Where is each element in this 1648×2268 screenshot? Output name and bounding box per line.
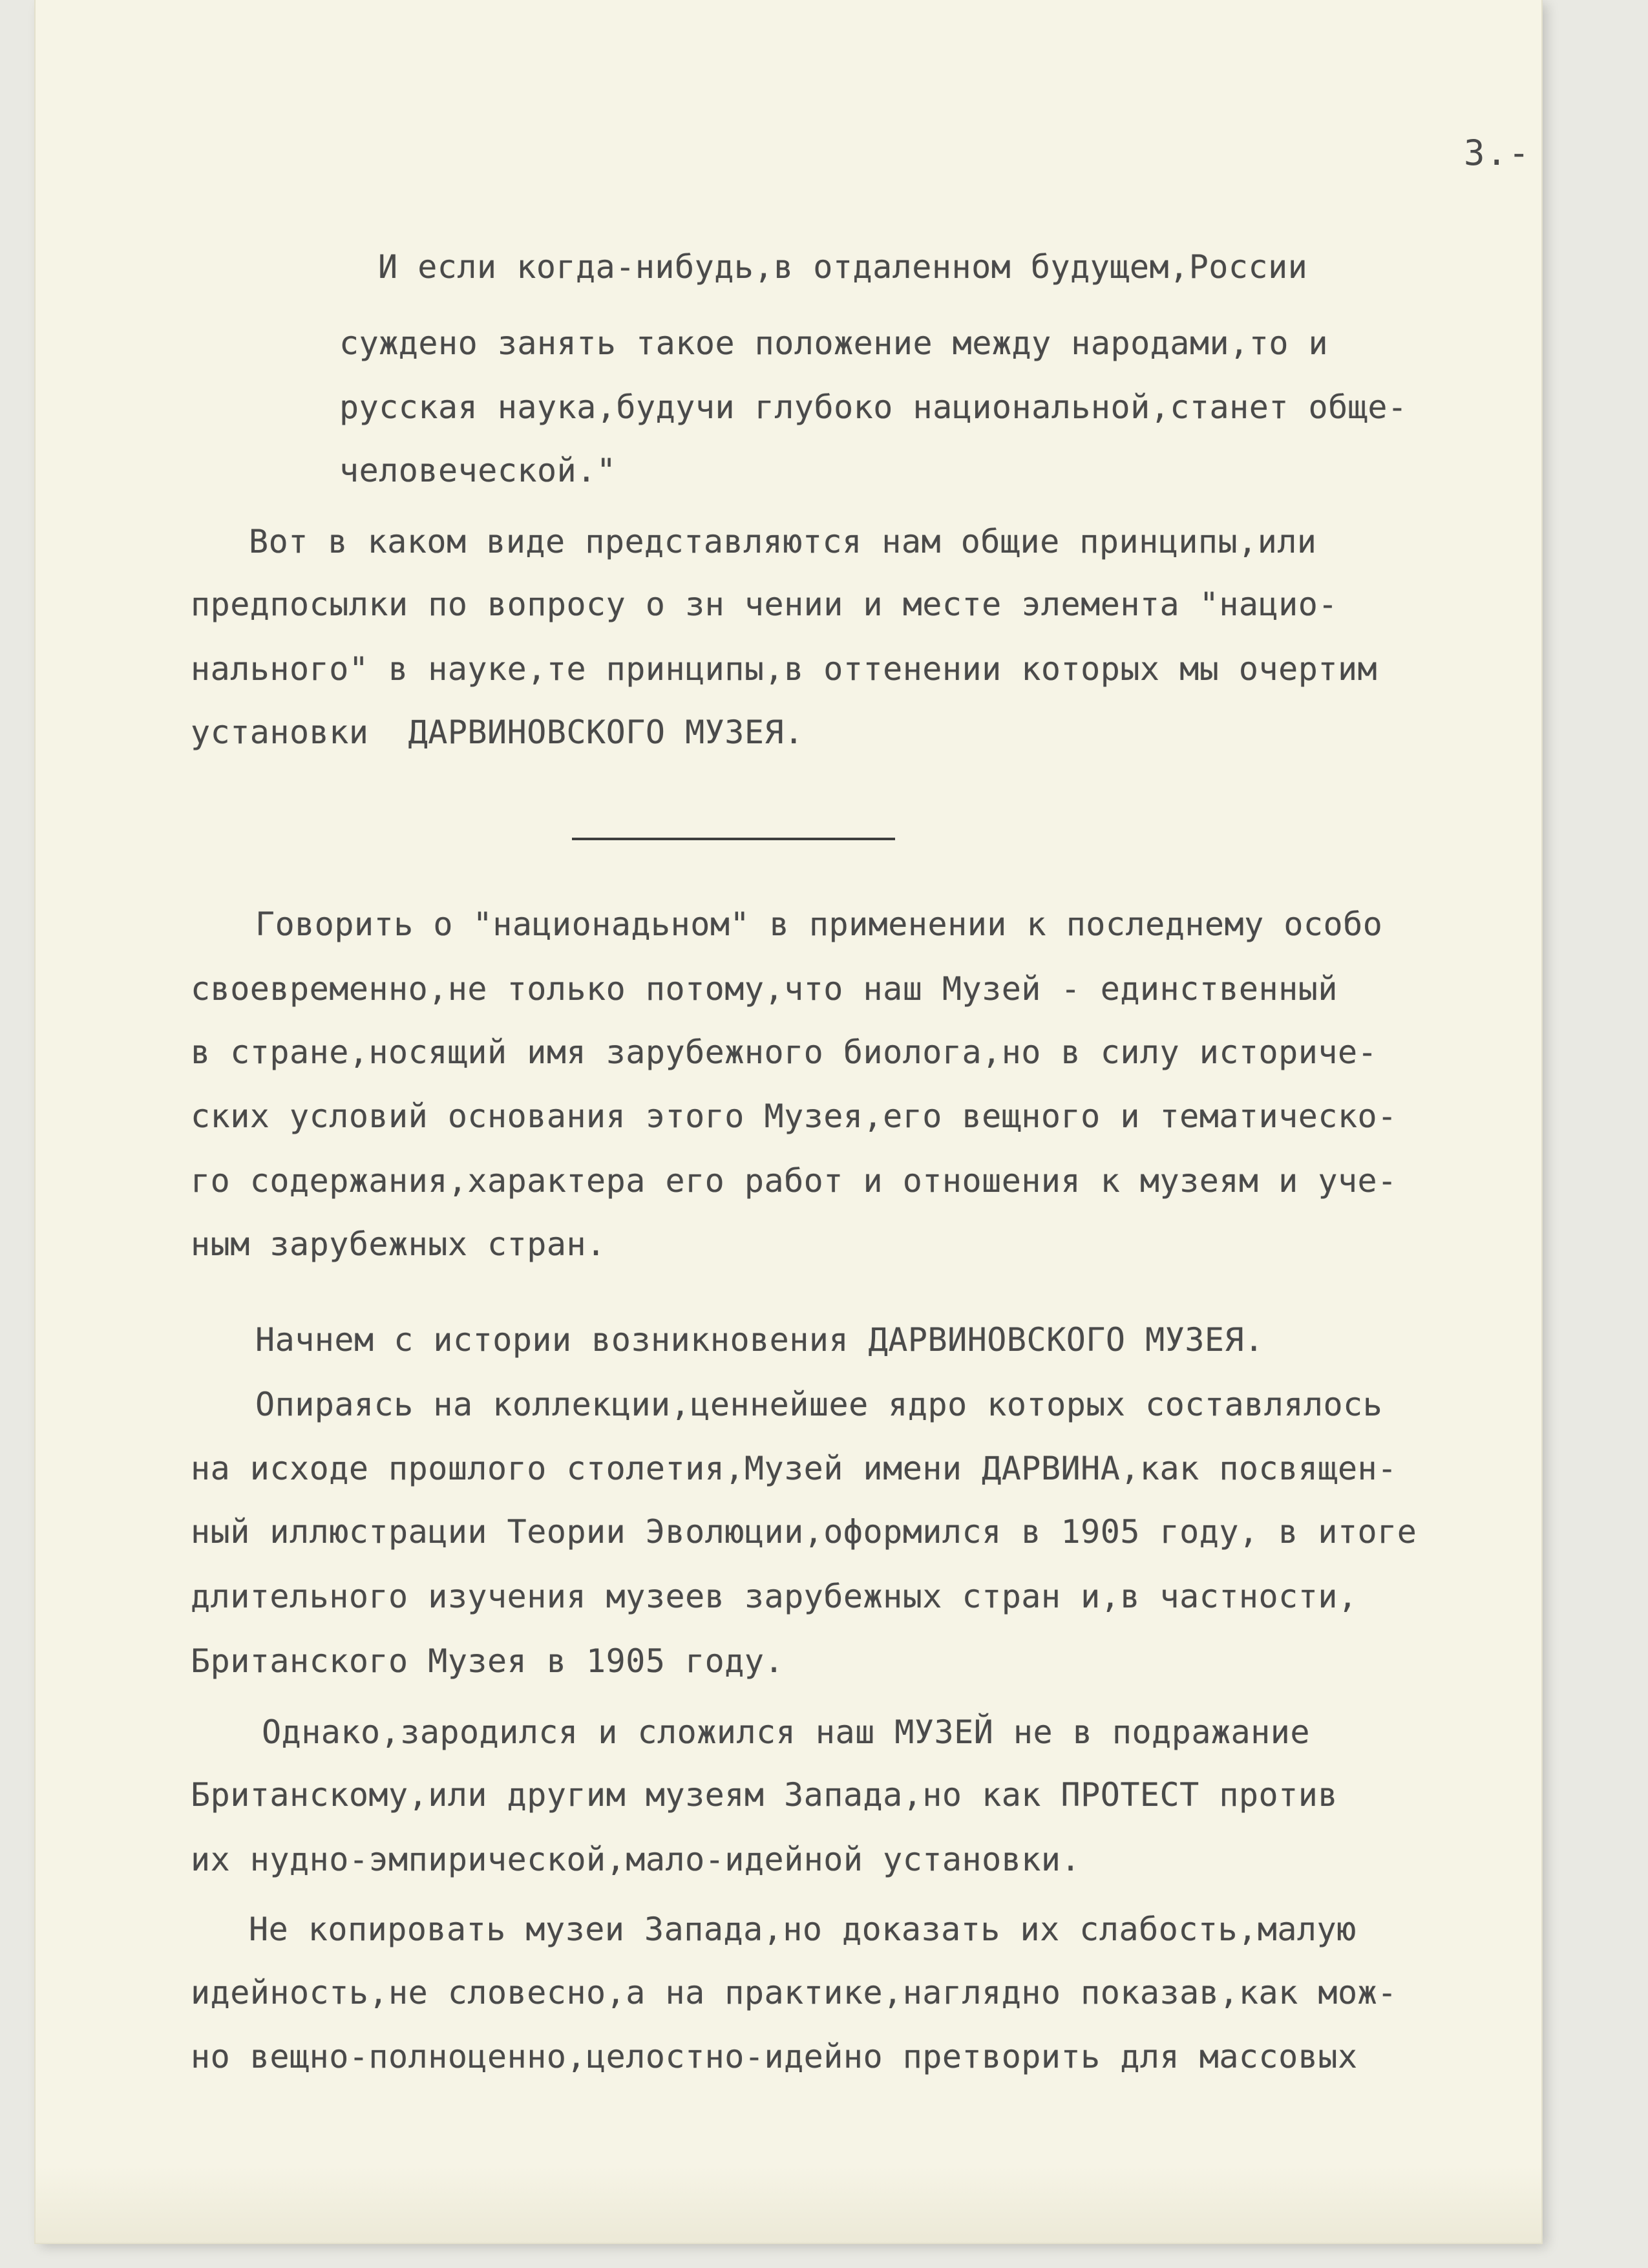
- text-line: человеческой.": [339, 452, 617, 489]
- text-line: идейность,не словесно,а на практике,наглядно показав,как мож-: [191, 1974, 1397, 2011]
- page-number: 3.-: [1464, 132, 1531, 173]
- text-line: Говорить о "национадьном" в применении к последнему особо: [255, 906, 1383, 943]
- text-line: длительного изучения музеев зарубежных стран и,в частности,: [191, 1578, 1358, 1615]
- text-line: предпосылки по вопросу о зн чении и месте элемента "нацио-: [191, 586, 1338, 623]
- text-line: своевременно,не только потому,что наш Музей - единственный: [191, 970, 1338, 1008]
- text-line: Вот в каком виде представляются нам общие принципы,или: [249, 523, 1317, 560]
- text-line: но вещно-полноценно,целостно-идейно претворить для массовых: [191, 2038, 1358, 2075]
- text-line: ным зарубежных стран.: [191, 1225, 606, 1263]
- text-line: нального" в науке,те принципы,в оттенении которых мы очертим: [191, 650, 1378, 688]
- text-line: Начнем с истории возникновения ДАРВИНОВСКОГО МУЗЕЯ.: [255, 1321, 1264, 1359]
- text-line: Британскому,или другим музеям Запада,но как ПРОТЕСТ против: [191, 1776, 1338, 1814]
- text-line: суждено занять такое положение между народами,то и: [339, 324, 1329, 362]
- text-line: их нудно-эмпирической,мало-идейной установки.: [191, 1841, 1081, 1878]
- text-line: ских условий основания этого Музея,его вещного и тематическо-: [191, 1097, 1397, 1135]
- text-line: Не копировать музеи Запада,но доказать их слабость,малую: [249, 1911, 1357, 1948]
- text-line: го содержания,характера его работ и отношения к музеям и уче-: [191, 1162, 1397, 1200]
- typewritten-page: [36, 0, 1541, 2243]
- text-line: на исходе прошлого столетия,Музей имени ДАРВИНА,как посвящен-: [191, 1450, 1397, 1487]
- text-line: установки ДАРВИНОВСКОГО МУЗЕЯ.: [191, 714, 804, 751]
- text-line: Опираясь на коллекции,ценнейшее ядро которых составлялось: [255, 1386, 1383, 1423]
- text-line: Однако,зародился и сложился наш МУЗЕЙ не в подражание: [262, 1713, 1310, 1751]
- text-line: Британского Музея в 1905 году.: [191, 1642, 785, 1680]
- text-line: ный иллюстрации Теории Эволюции,оформился в 1905 году, в итоге: [191, 1513, 1417, 1551]
- text-line: в стране,носящий имя зарубежного биолога,но в силу историче-: [191, 1033, 1378, 1071]
- section-divider: [572, 838, 895, 840]
- text-line: И если когда-нибудь,в отдаленном будущем,России: [378, 248, 1308, 286]
- text-line: русская наука,будучи глубоко национальной,станет обще-: [339, 388, 1408, 426]
